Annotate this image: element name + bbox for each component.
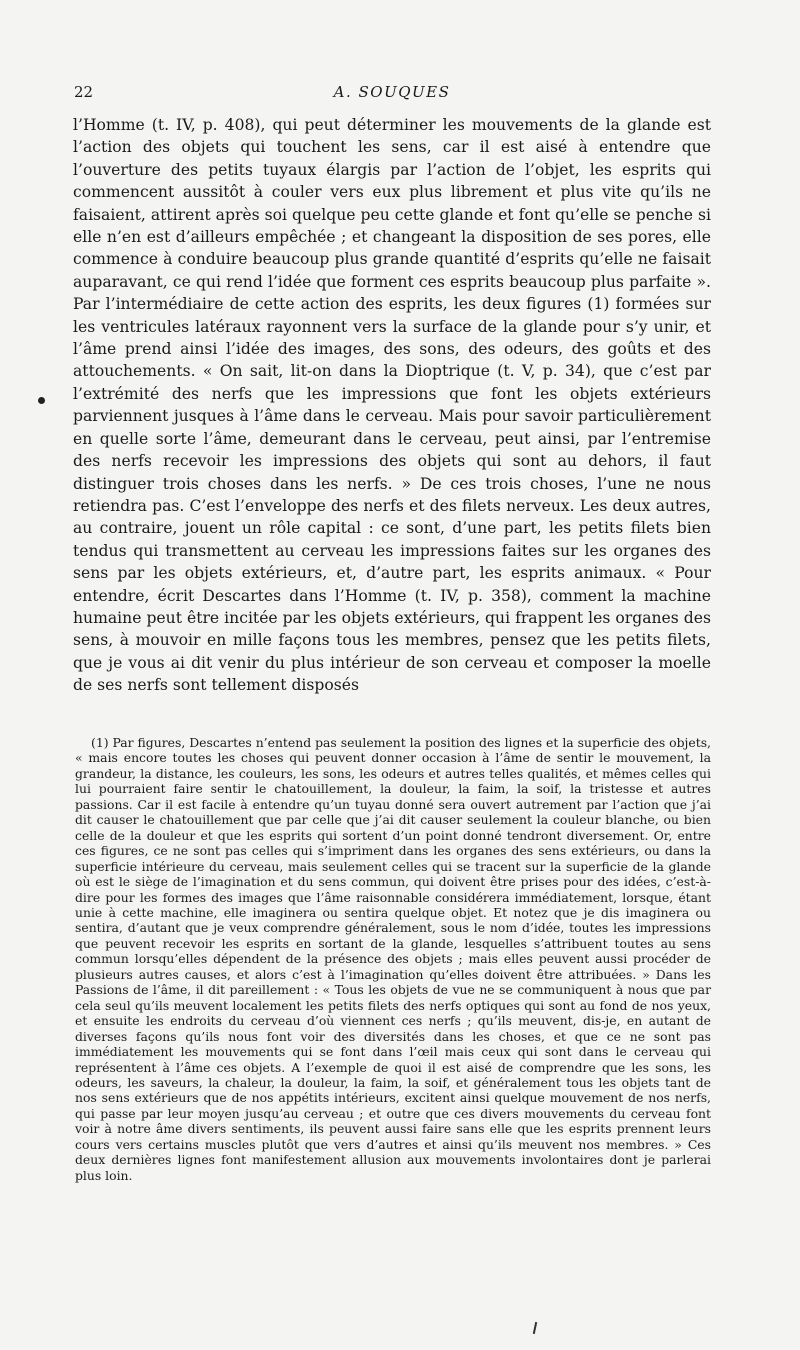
body-paragraph: l’Homme (t. IV, p. 408), qui peut déterminer les mouvements de la glande est l’action des objets qui touchent les sens, car il est aisé à entendre que l’ouverture des petits tuyaux élargis par l’action de l’objet, les esprits qui commencent aussitôt à couler vers eux plus librement et plus vite qu’ils ne faisaient, attirent après soi quelque peu cette glande et font qu’elle se penche si elle n’en est d’ailleurs empêchée ; et changeant la disposition de ses pores, elle commence à conduire beaucoup plus grande quantité d’esprits qu’elle ne faisait auparavant, ce qui rend l’idée que forment ces esprits beaucoup plus parfaite ». Par l’intermédiaire de cette action des esprits, les deux figures (1) formées sur les ventricules latéraux rayonnent vers la surface de la glande pour s’y unir, et l’âme prend ainsi l’idée des images, des sons, des odeurs, des goûts et des attouchements. « On sait, lit-on dans la Dioptrique (t. V, p. 34), que c’est par l’extrémité des nerfs que les impressions que font les objets extérieurs parviennent jusques à l’âme dans le cerveau. Mais pour savoir particulièrement en quelle sorte l’âme, demeurant dans le cerveau, peut ainsi, par l’entremise des nerfs recevoir les impressions des objets qui sont au dehors, il faut distinguer trois choses dans les nerfs. » De ces trois choses, l’une ne nous retiendra pas. C’est l’enveloppe des nerfs et des filets nerveux. Les deux autres, au contraire, jouent un rôle capital : ce sont, d’une part, les petits filets bien tendus qui transmettent au cerveau les impressions faites sur les organes des sens par les objets extérieurs, et, d’autre part, les esprits animaux. « Pour entendre, écrit Descartes dans l’Homme (t. IV, p. 358), comment la machine humaine peut être incitée par les objets extérieurs, qui frappent les organes des sens, à mouvoir en mille façons tous les membres, pensez que les petits filets, que je vous ai dit venir du plus intérieur de son cerveau et composer la moelle de ses nerfs sont tellement disposés [73, 116, 711, 695]
footnote-text: (1) Par figures, Descartes n’entend pas seulement la position des lignes et la superficie des objets, « mais encore toutes les choses qui peuvent donner occasion à l’âme de sentir le mouvement, la grandeur, la distance, les couleurs, les sons, les odeurs et autres telles qualités, et mêmes celles qui lui pourraient faire sentir le chatouillement, la douleur, la faim, la soif, la tristesse et autres passions. Car il est facile à entendre qu’un tuyau donné sera ouvert autrement par l’action que j’ai dit causer le chatouillement que par celle que j’ai dit causer seulement la couleur blanche, ou bien celle de la douleur et que les esprits qui sortent d’un point donné tendront diversement. Or, entre ces figures, ce ne sont pas celles qui s’impriment dans les organes des sens extérieurs, ou dans la superficie intérieure du cerveau, mais seulement celles qui se tracent sur la superficie de la glande où est le siège de l’imagination et du sens commun, qui doivent être prises pour des idées, c’est-à-dire pour les formes des images que l’âme raisonnable considérera immédiatement, lorsque, étant unie à cette machine, elle imaginera ou sentira quelque objet. Et notez que je dis imaginera ou sentira, d’autant que je veux comprendre généralement, sous le nom d’idée, toutes les impressions que peuvent recevoir les esprits en sortant de la glande, lesquelles s’attribuent toutes au sens commun lorsqu’elles dépendent de la présence des objets ; mais elles peuvent aussi procéder de plusieurs autres causes, et alors c’est à l’imagination qu’elles doivent être attribuées. » Dans les Passions de l’âme, il dit pareillement : « Tous les objets de vue ne se communiquent à nous que par cela seul qu’ils meuvent localement les petits filets des nerfs optiques qui sont au fond de nos yeux, et ensuite les endroits du cerveau d’où viennent ces nerfs ; qu’ils meuvent, dis-je, en autant de diverses façons qu’ils nous font voir des diversités dans les choses, et que ce ne sont pas immédiatement les mouvements qui se font dans l’œil mais ceux qui sont dans le cerveau qui représentent à l’âme ces objets. A l’exemple de quoi il est aisé de comprendre que les sons, les odeurs, les saveurs, la chaleur, la douleur, la faim, la soif, et généralement tous les objets tant de nos sens extérieurs que de nos appétits intérieurs, excitent ainsi quelque mouvement de nos nerfs, qui passe par leur moyen jusqu’au cerveau ; et outre que ces divers mouvements du cerveau font voir à notre âme divers sentiments, ils peuvent aussi faire sans elle que les esprits prennent leurs cours vers certains muscles plutôt que vers d’autres et ainsi qu’ils meuvent nos membres. » Ces deux dernières lignes font manifestement allusion aux mouvements involontaires dont je parlerai plus loin. [75, 735, 711, 1183]
running-head: A. SOUQUES [333, 83, 451, 101]
footnote [75, 735, 711, 1183]
ink-mark [533, 1322, 537, 1334]
page-number: 22 [74, 83, 94, 101]
margin-dot [38, 397, 45, 404]
page-header [74, 83, 710, 105]
main-body-text [73, 114, 711, 697]
